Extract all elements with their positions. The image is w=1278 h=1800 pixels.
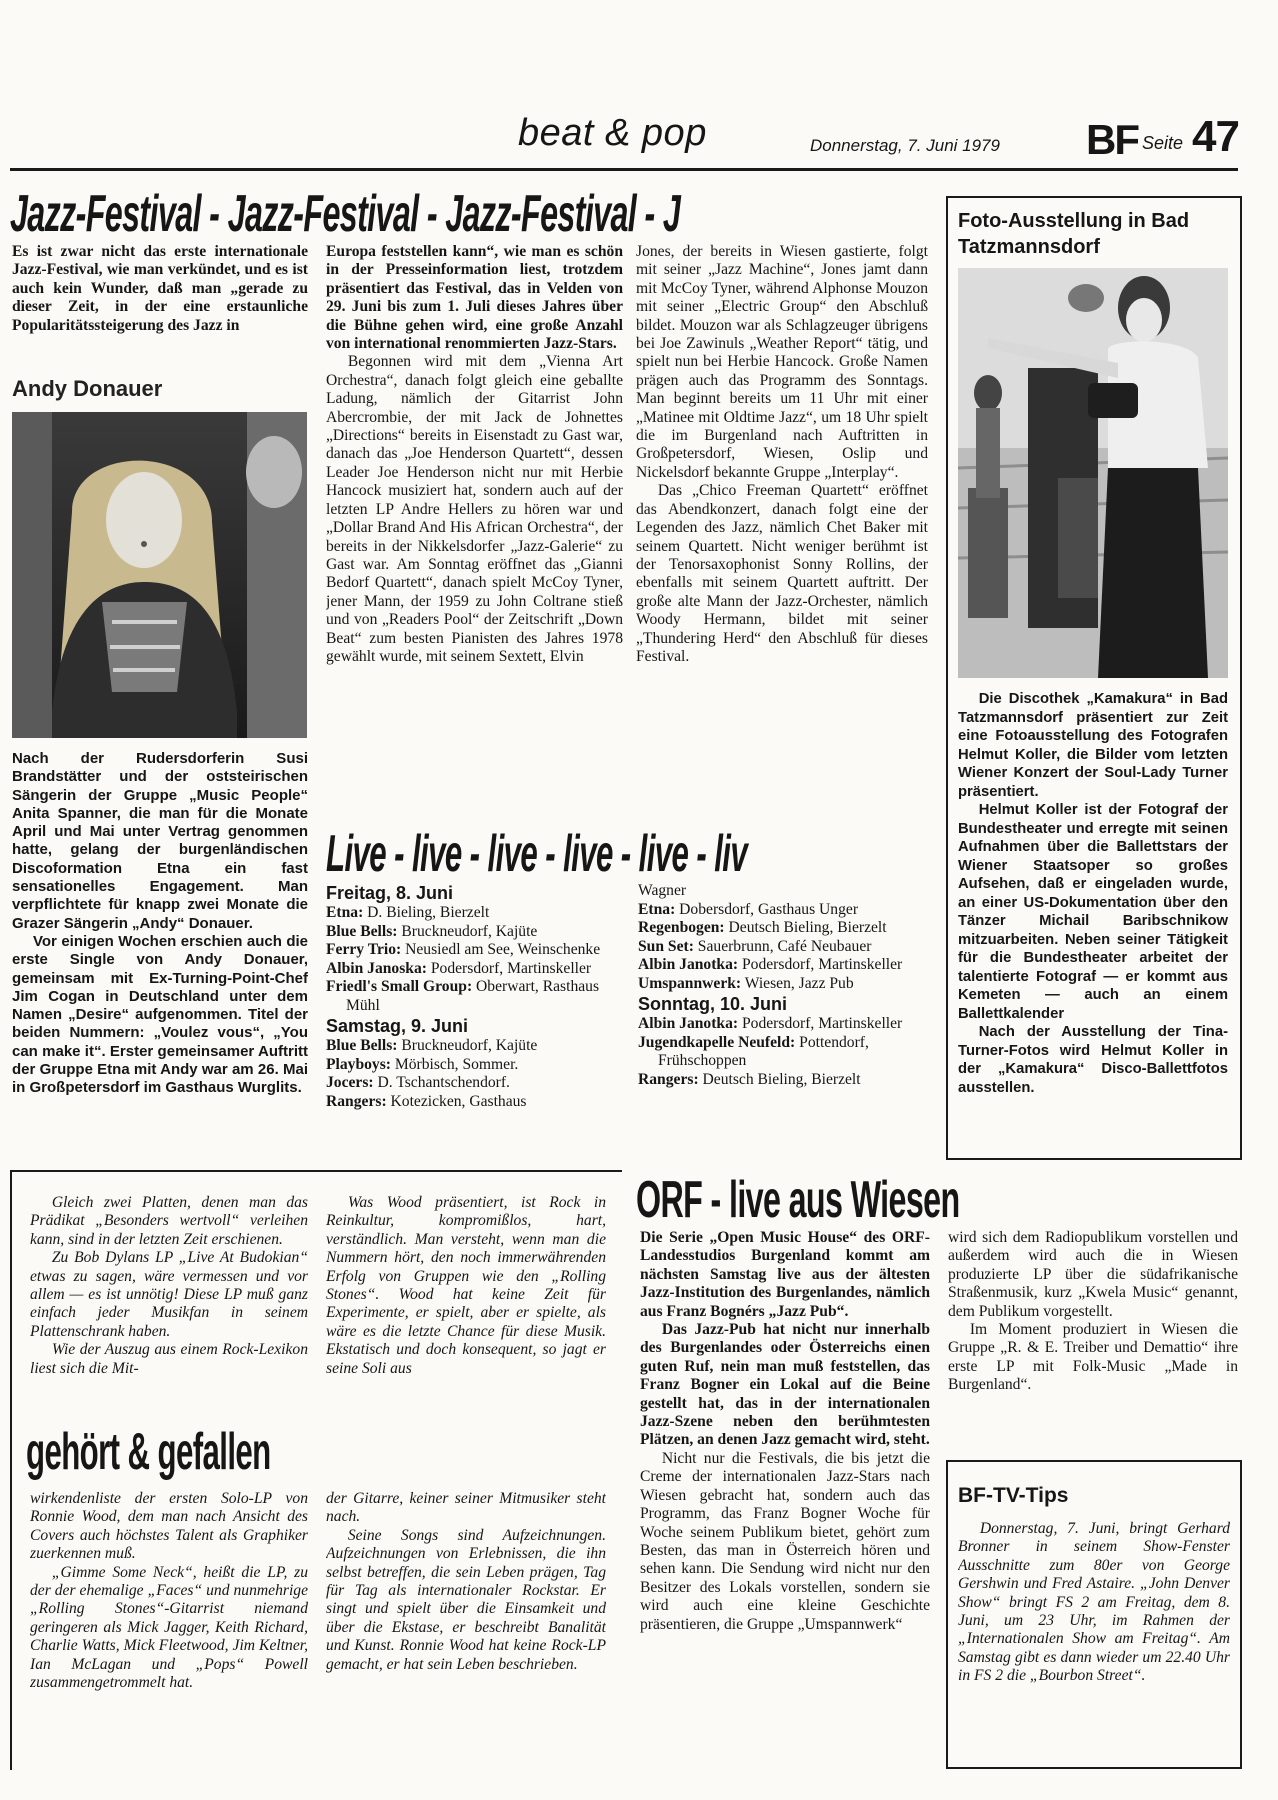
- andy-donauer-photo: [12, 412, 307, 738]
- andy-text-column: [12, 750, 308, 1098]
- live-entry: [638, 1034, 928, 1071]
- section-title: beat & pop: [518, 112, 707, 154]
- foto-paragraph-3: Nach der Ausstellung der Tina-Turner-Fotos wird Helmut Koller in der „Kamakura“ Disco-Ballettfotos ausstellen.: [958, 1024, 1228, 1096]
- jazz-col2-body: Begonnen wird mit dem „Vienna Art Orchestra“, danach folgt gleich eine geballte Ladung, nämlich der Gitarrist John Abercrombie, der mit Jack de Johnettes „Directions“ bereits in Eisenstadt zu Gast war, danach das „Joe Henderson Quartett“, dessen Leader Joe Henderson nicht nur mit Herbie Hancock musiziert hat, sondern auch auf der letzten LP Andre Hellers zu hören war und „Dollar Brand And His African Orchestra“, der bereits in der Nikkelsdorfer „Jazz-Galerie“ zu Gast war. Am Sonntag eröffnet das „Gianni Bedorf Quartett“, danach spielt McCoy Tyner, jener Mann, der 1959 zu John Coltrane stieß und von „Readers Pool“ der Zeitschrift „Down Beat“ zum besten Pianisten des Jahres 1978 gewählt wurde, mit seinem Sextett, Elvin: [326, 353, 623, 665]
- live-entry: [638, 938, 928, 957]
- live-entry-venue: Etna:: [638, 900, 676, 918]
- jazz-column-2: [326, 243, 623, 820]
- page-label: Seite: [1142, 133, 1184, 153]
- andy-heading: Andy Donauer: [12, 376, 163, 401]
- live-entry: [326, 904, 622, 923]
- live-entry-venue: Albin Janotka:: [638, 956, 739, 973]
- gehoert-top-rule: [10, 1170, 622, 1172]
- live-entry-venue: Etna:: [326, 904, 364, 921]
- live-entry-detail: Oberwart, Rasthaus Mühl: [346, 978, 600, 1014]
- review-paragraph: der Gitarre, keiner seiner Mitmusiker steht nach.: [326, 1490, 606, 1526]
- foto-paragraph-2: Helmut Koller ist der Fotograf der Bundestheater und erregte mit seinen Aufnahmen über die Ballettstars der Wiener Staatsoper so großes Aufsehen, daß er eingeladen wurde, an einer US-Dokumentation über den Tänzer Michail Baribschnikow mitzuarbeiten. Neben seiner Tätigkeit für die Bundestheater arbeitet der talentierte Fotograf — er kommt aus Kemeten — auch an einem Ballettkalender: [958, 802, 1228, 1022]
- jazz-lead-column-1: [12, 243, 308, 335]
- live-entry-detail: Sauerbrunn, Café Neubauer: [693, 937, 872, 955]
- live-entry: [638, 1071, 928, 1090]
- live-entry: [326, 960, 622, 979]
- live-entry-detail: Podersdorf, Martinskeller: [426, 959, 592, 977]
- foto-text-column: [958, 690, 1228, 1097]
- live-entry-venue: Jocers:: [326, 1074, 374, 1091]
- jazz-festival-headline: Jazz-Festival - Jazz-Festival - Jazz-Festival - J: [10, 185, 681, 243]
- live-entry-continuation: Wagner: [638, 882, 687, 899]
- orf-paragraph-3: Nicht nur die Festivals, die bis jetzt die Creme der internationalen Jazz-Stars nach Wiesen gebracht hat, sondern auch das Programm, das Franz Bogner Woche für Woche seinem Publikum bietet, gehört zum Besten, das man in Österreich hören und sehen kann. Die Sendung wird nicht nur den Besitzer des Lokals vorstellen, sondern sie wird auch eine kleine Geschichte präsentieren, die Gruppe „Umspannwerk“: [640, 1449, 930, 1633]
- foto-heading: Foto-Ausstellung in Bad Tatzmannsdorf: [958, 210, 1190, 258]
- live-entry-detail: D. Bieling, Bierzelt: [363, 904, 490, 921]
- andy-paragraph-1: Nach der Rudersdorferin Susi Brandstätter und der oststeirischen Sängerin der Gruppe „Music People“ Anita Spanner, die man für die Monate April und Mai unter Vertrag genommen hatte, gelang der burgenländischen Discoformation Etna ein fast sensationelles Engagement. Man verpflichtete für knapp zwei Monate die Grazer Sängerin „Andy“ Donauer.: [12, 750, 308, 932]
- orf-col2-paragraph-2: Im Moment produziert in Wiesen die Gruppe „R. & E. Treiber und Demattio“ ihre erste LP mit Folk-Music „Made in Burgenland“.: [948, 1321, 1238, 1394]
- issue-date: Donnerstag, 7. Juni 1979: [810, 136, 1000, 155]
- jazz-col2-lead: Europa feststellen kann“, wie man es schön in der Presseinformation liest, trotzdem präsentiert das Festival, das in Velden von 29. Juni bis zum 1. Juli dieses Jahres über die Bühne gehen wird, eine große Anzahl von international renommierten Jazz-Stars.: [326, 243, 623, 353]
- review-paragraph: Wie der Auszug aus einem Rock-Lexikon liest sich die Mit-: [30, 1341, 308, 1377]
- live-entry-detail: D. Tschantschendorf.: [373, 1074, 510, 1091]
- live-entry-detail: Mörbisch, Sommer.: [390, 1055, 519, 1073]
- tv-tips-heading: BF-TV-Tips: [958, 1484, 1069, 1507]
- live-entry: [638, 901, 928, 920]
- live-entry: [638, 1015, 928, 1034]
- orf-headline: ORF - live aus Wiesen: [636, 1171, 960, 1229]
- gehoert-column-1-bottom: [30, 1490, 308, 1692]
- live-entry-venue: Albin Janotka:: [638, 1015, 739, 1032]
- live-entry-venue: Jugendkapelle Neufeld:: [638, 1033, 796, 1051]
- live-entry: [326, 1093, 622, 1112]
- live-entry-venue: Regenbogen:: [638, 919, 725, 936]
- live-entry-venue: Playboys:: [326, 1055, 391, 1073]
- bf-logo: BF: [1086, 116, 1138, 163]
- live-entry-detail: Dobersdorf, Gasthaus Unger: [675, 900, 859, 918]
- gehoert-column-2-top: [326, 1194, 606, 1378]
- review-paragraph: Seine Songs sind Aufzeichnungen. Aufzeichnungen von Erlebnissen, die ihn selbst betreffen, die sein Leben prägen, Tag für Tag als internationaler Rockstar. Er singt und spielt über die Einsamkeit und über die Ekstase, er beschreibt Banalität und Kunst. Ronnie Wood hat keine Rock-LP gemacht, er hat sein Leben beschrieben.: [326, 1526, 606, 1673]
- live-entry-detail: Podersdorf, Martinskeller: [738, 1015, 903, 1032]
- live-entry-detail: Podersdorf, Martinskeller: [738, 956, 903, 973]
- orf-lead: Die Serie „Open Music House“ des ORF-Landesstudios Burgenland kommt am nächsten Samstag live aus der ältesten Jazz-Institution des Burgenlandes, nämlich aus Franz Bognérs „Jazz Pub“.: [640, 1229, 930, 1320]
- live-entry-venue: Sun Set:: [638, 937, 694, 955]
- jazz-lead-text: Es ist zwar nicht das erste internationale Jazz-Festival, wie man verkündet, und es ist auch kein Wunder, daß man „gerade zu dieser Zeit, in der eine erstaunliche Popularitätssteigerung des Jazz in: [12, 243, 308, 334]
- live-entry-detail: Deutsch Bieling, Bierzelt: [724, 919, 887, 936]
- live-entry-venue: Umspannwerk:: [638, 974, 742, 992]
- live-entry: [638, 975, 928, 994]
- live-entry-detail: Neusiedl am See, Weinschenke: [401, 941, 601, 958]
- live-day-heading: Freitag, 8. Juni: [326, 883, 454, 903]
- jazz-column-3: [636, 243, 928, 820]
- tv-tips-text: Donnerstag, 7. Juni, bringt Gerhard Bronner in seinem Show-Fenster Ausschnitte zum 80er von George Gershwin und Fred Astaire. „John Denver Show“ bringt FS 2 am Freitag, dem 8. Juni, um 23 Uhr, im Rahmen der „Internationalen Show am Freitag“. Am Samstag gibt es dann wieder um 22.40 Uhr in FS 2 die „Bourbon Street“.: [958, 1520, 1230, 1685]
- andy-paragraph-2: Vor einigen Wochen erschien auch die erste Single von Andy Donauer, gemeinsam mit Ex-Turning-Point-Chef Jim Cogan in Deutschland unter dem Namen „Desire“ aufgenommen. Titel der beiden Nummern: „Voulez vous“, „You can make it“. Erster gemeinsamer Auftritt der Gruppe Etna mit Andy war am 26. Mai in Großpetersdorf im Gasthaus Wurglits.: [12, 932, 308, 1097]
- orf-col2-paragraph-1: wird sich dem Radiopublikum vorstellen und außerdem wird auch die in Wiesen produzierte LP über die südafrikanische Straßenmusik, kurz „Kwela Music“ genannt, dem Publikum vorgestellt.: [948, 1229, 1238, 1320]
- live-headline: Live - live - live - live - live - liv: [326, 825, 748, 883]
- live-entry: [638, 919, 928, 938]
- live-day-heading: Sonntag, 10. Juni: [638, 994, 788, 1014]
- live-entry-venue: Rangers:: [638, 1070, 699, 1088]
- live-listing-column-1: [326, 882, 622, 1111]
- live-entry: [326, 1037, 622, 1056]
- header-rule: [10, 168, 1238, 171]
- page-number: 47: [1192, 112, 1239, 161]
- jazz-col3-paragraph-2: Das „Chico Freeman Quartett“ eröffnet das Abendkonzert, danach folgt eine der Legenden des Jazz, nämlich Chet Baker mit seinem Quartett. Nicht weniger berühmt ist der Tenorsaxophonist Sonny Rollins, der ebenfalls mit seinem Quartett auftritt. Der große alte Mann der Jazz-Orchester, nämlich Woody Hermann, bildet mit seiner „Thundering Herd“ den Abschluß für dieses Festival.: [636, 482, 928, 665]
- live-entry-detail: Deutsch Bieling, Bierzelt: [698, 1070, 861, 1088]
- live-entry-venue: Rangers:: [326, 1092, 387, 1110]
- live-entry-venue: Blue Bells:: [326, 922, 398, 940]
- review-paragraph: Zu Bob Dylans LP „Live At Budokian“ etwas zu sagen, wäre vermessen und vor allem — es ist unnötig! Diese LP muß ganz einfach jeder Musikfan in seinem Plattenschrank haben.: [30, 1249, 308, 1340]
- gehoert-left-rule: [10, 1170, 12, 1770]
- live-entry-detail: Bruckneudorf, Kajüte: [397, 922, 538, 940]
- orf-column-2: [948, 1229, 1238, 1395]
- review-paragraph: wirkendenliste der ersten Solo-LP von Ronnie Wood, dem man nach Ansicht des Covers auch höchstes Talent als Graphiker zuerkennen muß.: [30, 1490, 308, 1563]
- live-entry: [326, 1074, 622, 1093]
- live-entry: [326, 941, 622, 960]
- orf-paragraph-2: Das Jazz-Pub hat nicht nur innerhalb des Burgenlandes oder Österreichs einen guten Ruf, nein man muß feststellen, das Franz Bogner ein Lokal auf die Beine gestellt hat, das in der internationalen Jazz-Szene neben den berühmtesten Plätzen, an denen Jazz gemacht wird, steht.: [640, 1321, 930, 1449]
- live-entry-detail: Wiesen, Jazz Pub: [741, 974, 854, 992]
- review-paragraph: Was Wood präsentiert, ist Rock in Reinkultur, kompromißlos, hart, verständlich. Man versteht, wenn man die Nummern hört, den noch immerwährenden Erfolg von Gruppen wie den „Rolling Stones“. Wood hat keine Zeit für Experimente, er spielt, aber er spielte, als wäre es die letzte Chance für diese Musik. Ekstatisch und doch konsequent, so jagt er seine Soli aus: [326, 1194, 606, 1377]
- jazz-col3-paragraph-1: Jones, der bereits in Wiesen gastierte, folgt mit seiner „Jazz Machine“, Jones jamt dann mit McCoy Tyner, während Alphonse Mouzon mit seiner „Electric Group“ den Abschluß bildet. Mouzon war als Schlagzeuger übrigens bei Joe Zawinuls „Weather Report“ tätig, und spielt nun bei Herbie Hancock. Große Namen prägen auch das Programm des Sonntags. Man beginnt bereits um 11 Uhr mit einer „Matinee mit Oldtime Jazz“, um 18 Uhr spielt die im Burgenland nach Auftritten in Großpetersdorf, Wiesen, Oslip und Nickelsdorf bekannte Gruppe „Interplay“.: [636, 243, 928, 481]
- gehoert-column-1-top: [30, 1194, 308, 1378]
- live-entry-venue: Friedl's Small Group:: [326, 978, 473, 995]
- live-entry: [638, 956, 928, 975]
- gehoert-column-2-bottom: [326, 1490, 606, 1674]
- gehoert-headline: gehört & gefallen: [26, 1423, 271, 1481]
- live-entry-venue: Albin Janoska:: [326, 959, 427, 977]
- live-entry: [326, 978, 622, 1015]
- live-entry-detail: Pottendorf, Frühschoppen: [658, 1033, 869, 1069]
- tv-tips-column: [958, 1520, 1230, 1686]
- review-paragraph: „Gimme Some Neck“, heißt die LP, zu der der ehemalige „Faces“ und nunmehrige „Rolling Stones“-Gitarrist niemand geringeren als Mick Jagger, Keith Richard, Charlie Watts, Mick Fleetwood, Jim Keltner, Ian McLagan und „Pops“ Powell zusammengetrommelt hat.: [30, 1563, 308, 1692]
- live-day-heading: Samstag, 9. Juni: [326, 1016, 469, 1036]
- live-entry: [326, 1056, 622, 1075]
- foto-paragraph-1: Die Discothek „Kamakura“ in Bad Tatzmannsdorf präsentiert zur Zeit eine Fotoausstellung des Fotografen Helmut Koller, die Bilder vom letzten Wiener Konzert der Soul-Lady Turner präsentiert.: [958, 691, 1228, 800]
- live-entry: [326, 923, 622, 942]
- live-entry-venue: Ferry Trio:: [326, 941, 402, 958]
- helmut-koller-photo: [958, 268, 1228, 678]
- live-entry-detail: Kotezicken, Gasthaus: [386, 1092, 527, 1110]
- orf-column-1: [640, 1229, 930, 1634]
- live-entry-detail: Bruckneudorf, Kajüte: [397, 1037, 538, 1054]
- review-paragraph: Gleich zwei Platten, denen man das Prädikat „Besonders wertvoll“ verleihen kann, sind in der letzten Zeit erschienen.: [30, 1194, 308, 1248]
- live-listing-column-2: [638, 882, 928, 1089]
- page-header: [0, 0, 1278, 172]
- live-entry-venue: Blue Bells:: [326, 1037, 398, 1054]
